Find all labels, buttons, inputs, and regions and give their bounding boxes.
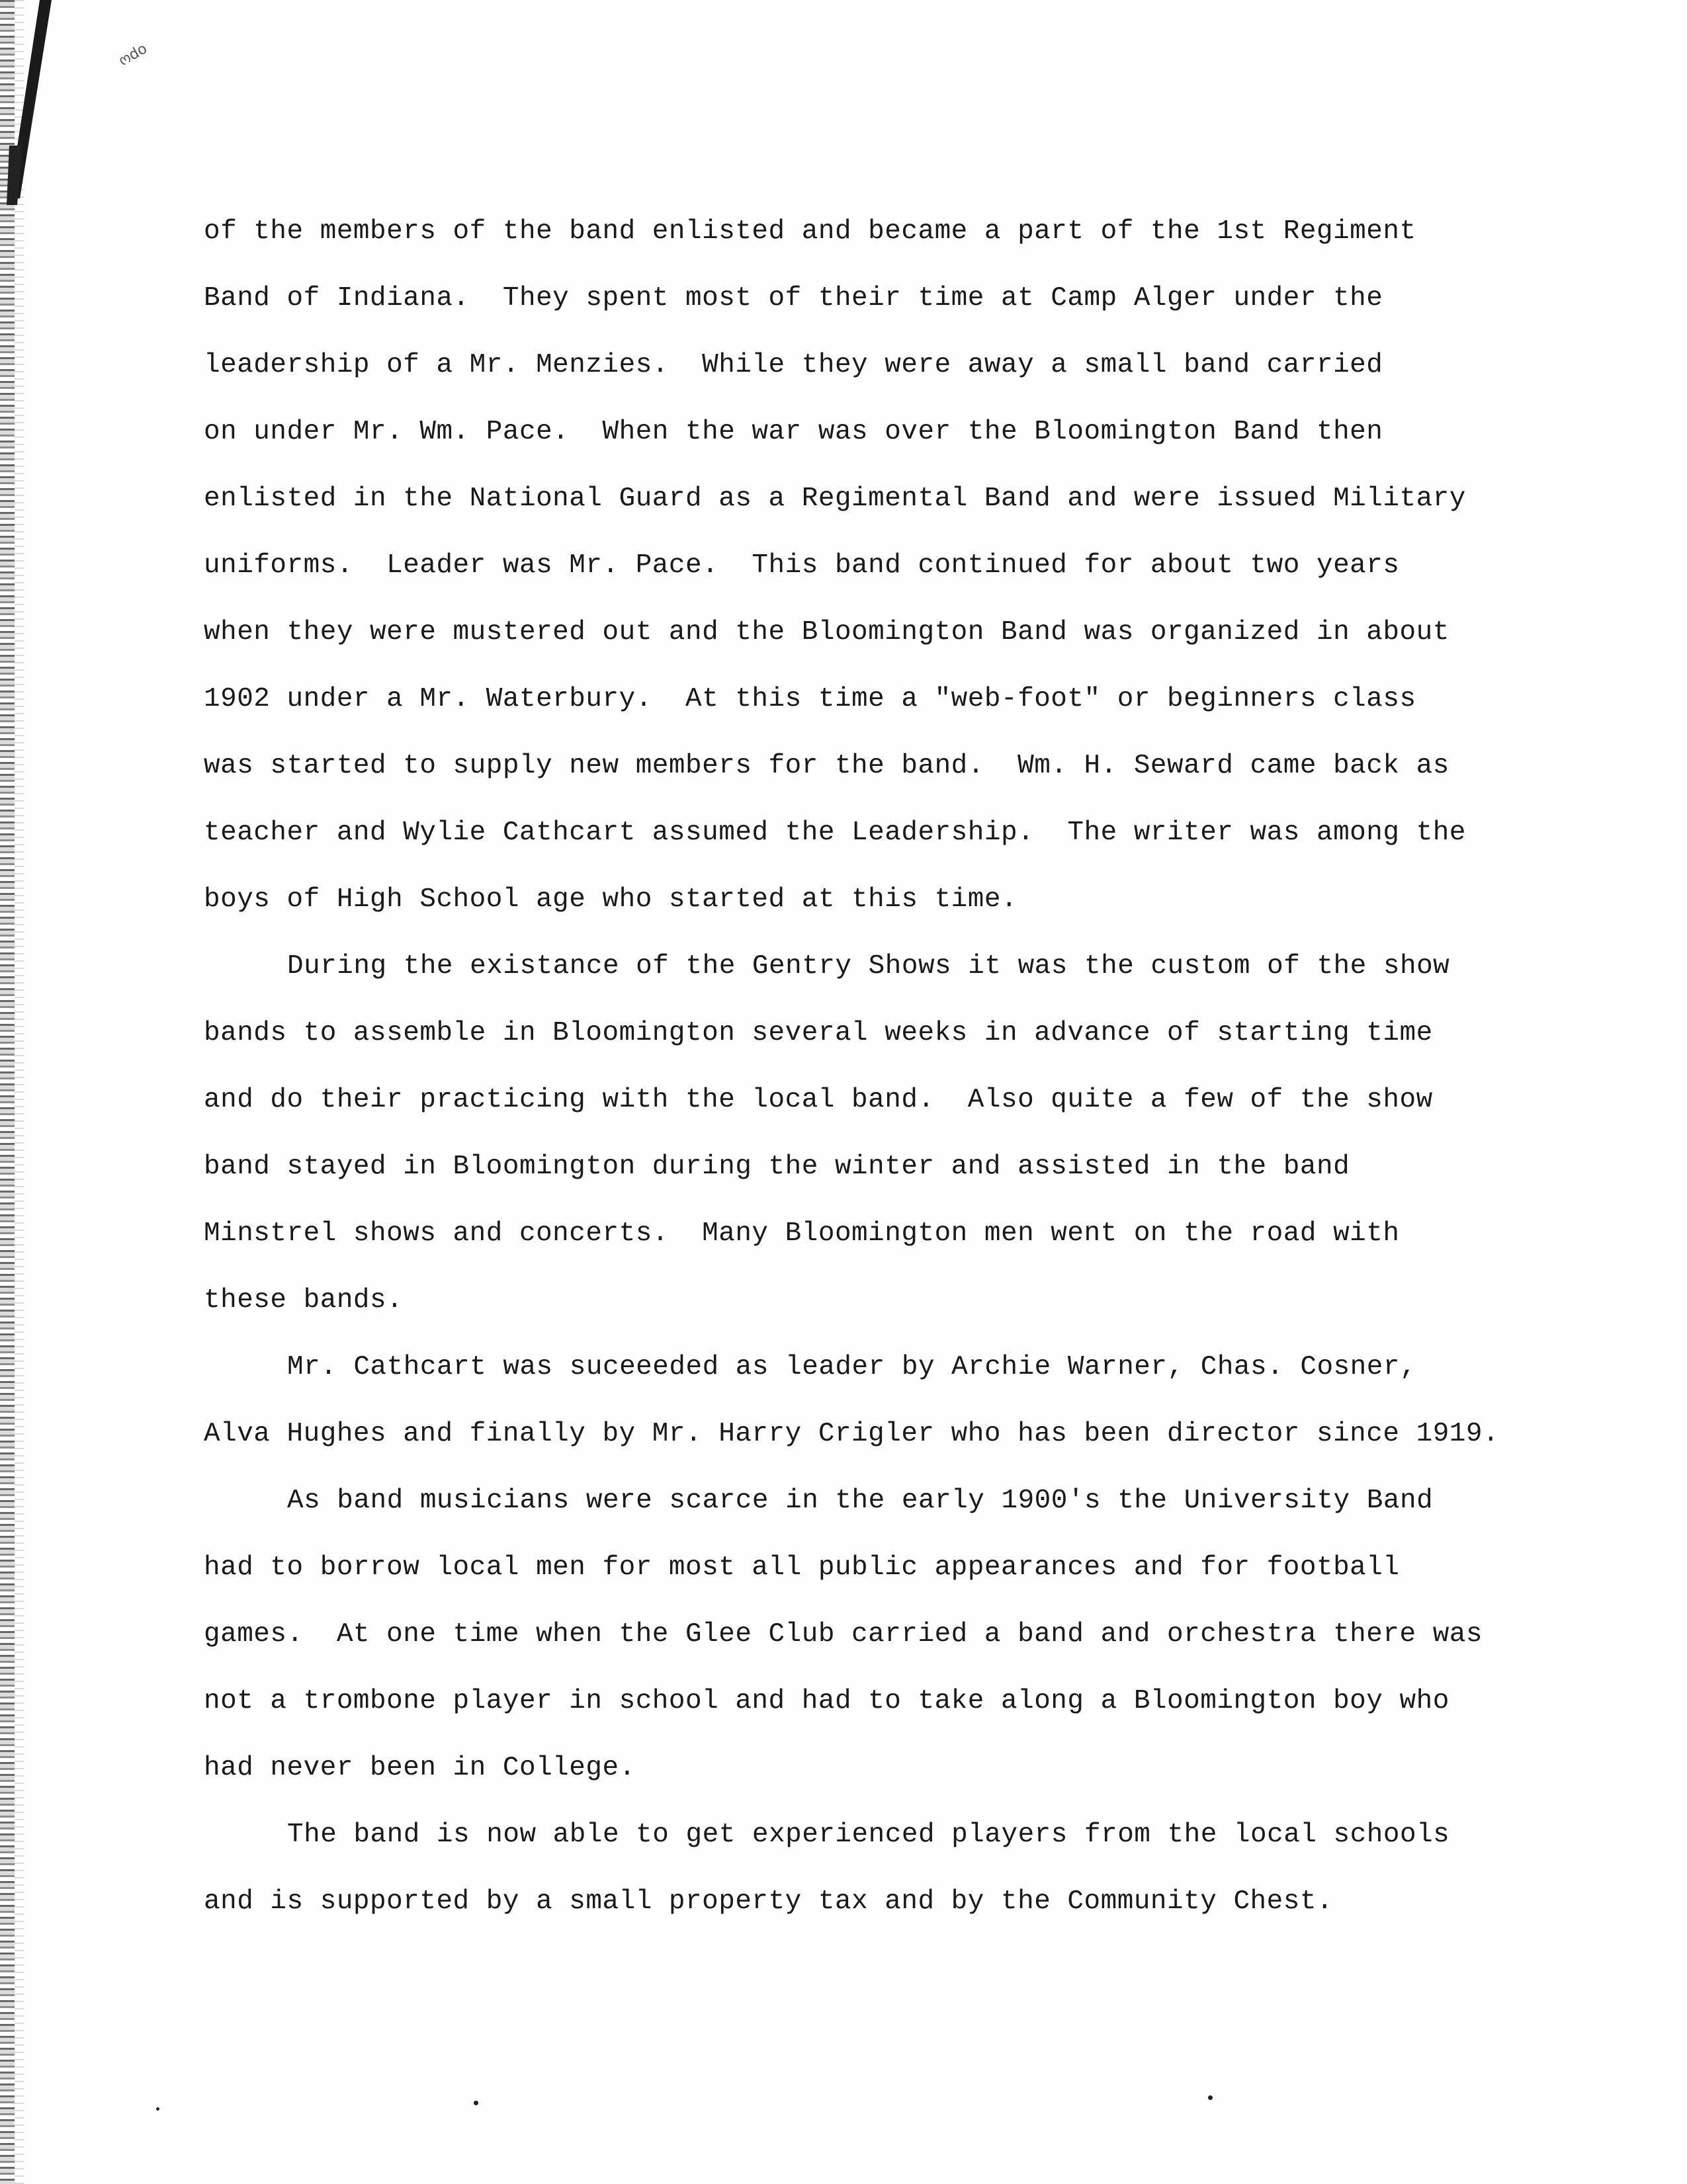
text-line: leadership of a Mr. Menzies. While they were away a small band carried <box>204 350 1383 380</box>
text-line: enlisted in the National Guard as a Regimental Band and were issued Military <box>204 483 1466 514</box>
paragraph <box>204 1334 1527 1468</box>
paragraph <box>204 1468 1527 1802</box>
paragraph <box>204 933 1527 1334</box>
text-line: of the members of the band enlisted and became a part of the 1st Regiment <box>204 216 1416 247</box>
text-line: and do their practicing with the local band. Also quite a few of the show <box>204 1085 1433 1115</box>
scan-edge-artifact-faint <box>15 0 24 2184</box>
scan-edge-artifact <box>0 0 15 2184</box>
svg-text:ოdo: ოdo <box>116 40 150 70</box>
text-line: As band musicians were scarce in the early 1900's the University Band <box>287 1486 1434 1516</box>
ink-speck <box>474 2101 478 2105</box>
text-line: boys of High School age who started at this time. <box>204 884 1018 915</box>
corner-slash-mark <box>0 0 212 225</box>
paragraph <box>204 198 1527 933</box>
text-line: and is supported by a small property tax and by the Community Chest. <box>204 1886 1334 1917</box>
text-line: Alva Hughes and finally by Mr. Harry Crigler who has been director since 1919. <box>204 1419 1500 1449</box>
text-line: when they were mustered out and the Bloomington Band was organized in about <box>204 617 1449 648</box>
text-line: The band is now able to get experienced players from the local schools <box>287 1820 1450 1850</box>
typed-body <box>204 198 1527 1935</box>
text-line: games. At one time when the Glee Club carried a band and orchestra there was <box>204 1619 1483 1650</box>
text-line: had never been in College. <box>204 1753 636 1783</box>
text-line: uniforms. Leader was Mr. Pace. This band continued for about two years <box>204 550 1400 581</box>
text-line: on under Mr. Wm. Pace. When the war was over the Bloomington Band then <box>204 417 1383 447</box>
text-line: During the existance of the Gentry Shows it was the custom of the show <box>287 951 1450 982</box>
text-line: bands to assemble in Bloomington several weeks in advance of starting time <box>204 1018 1433 1048</box>
paragraph <box>204 1802 1527 1935</box>
text-line: not a trombone player in school and had to take along a Bloomington boy who <box>204 1686 1449 1716</box>
ink-speck <box>156 2107 159 2111</box>
text-line: Band of Indiana. They spent most of their time at Camp Alger under the <box>204 283 1383 314</box>
text-line: Mr. Cathcart was suceeeded as leader by Archie Warner, Chas. Cosner, <box>287 1352 1417 1382</box>
text-line: 1902 under a Mr. Waterbury. At this time a "web-foot" or beginners class <box>204 684 1416 714</box>
text-line: Minstrel shows and concerts. Many Bloomington men went on the road with <box>204 1218 1400 1249</box>
text-line: was started to supply new members for the band. Wm. H. Seward came back as <box>204 751 1449 781</box>
text-line: had to borrow local men for most all public appearances and for football <box>204 1552 1400 1583</box>
text-line: band stayed in Bloomington during the winter and assisted in the band <box>204 1152 1350 1182</box>
ink-speck <box>1208 2095 1213 2100</box>
text-line: these bands. <box>204 1285 404 1316</box>
text-line: teacher and Wylie Cathcart assumed the Leadership. The writer was among the <box>204 818 1466 848</box>
